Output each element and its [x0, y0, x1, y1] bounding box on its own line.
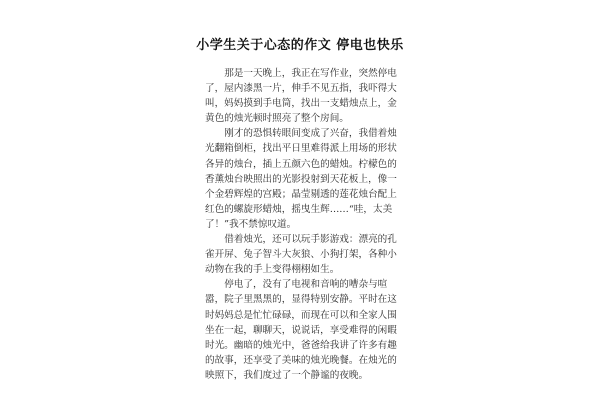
paragraph-1: 那是一天晚上，我正在写作业，突然停电了，屋内漆黑一片，伸手不见五指，我吓得大叫，妈妈摸到手电筒，找出一支蜡烛点上，金黄色的烛光顿时照亮了整个房间。: [205, 68, 397, 125]
article-body: [205, 66, 405, 383]
article-title: 小学生关于心态的作文 停电也快乐: [196, 38, 404, 53]
paragraph-2: 刚才的恐惧转眼间变成了兴奋，我借着烛光翻箱倒柜，找出平日里难得派上用场的形状各异的烛台，插上五颜六色的蜡烛。柠檬色的香薰烛台映照出的光影投射到天花板上，像一个金碧辉煌的宫殿；晶莹剔透的莲花烛台配上红色的螺旋形蜡烛，摇曳生辉……“哇，太美了！”我不禁惊叹道。: [205, 128, 397, 230]
paragraph-3: 借着烛光，还可以玩手影游戏：漂亮的孔雀开屏、兔子智斗大灰狼、小狗打架，各种小动物在我的手上变得栩栩如生。: [205, 234, 397, 276]
paragraph-4: 停电了，没有了电视和音响的嘈杂与喧嚣，院子里黑黑的，显得特别安静。平时在这时妈妈总是忙忙碌碌，而现在可以和全家人围坐在一起，聊聊天，说说话，享受难得的闲暇时光。幽暗的烛光中，爸爸给我讲了许多有趣的故事，还享受了美味的烛光晚餐。在烛光的映照下，我们度过了一个静谧的夜晚。: [205, 279, 397, 381]
